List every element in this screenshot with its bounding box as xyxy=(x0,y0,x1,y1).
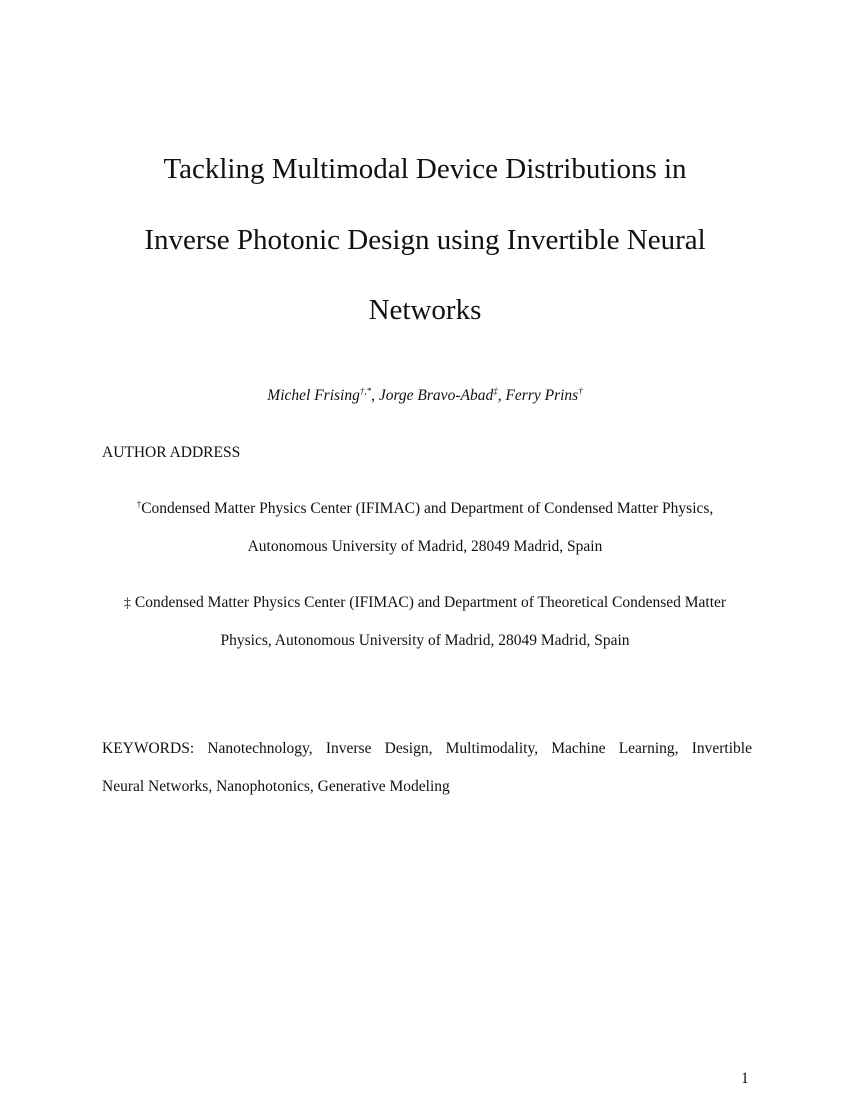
keyword-term: Nanotechnology, xyxy=(207,740,313,757)
keyword-term: Multimodality, xyxy=(445,740,539,757)
keyword-term: Invertible xyxy=(691,740,752,757)
author-affiliation-mark: †,* xyxy=(359,386,372,396)
author-separator: , xyxy=(497,387,506,404)
title-line-2: Inverse Photonic Design using Invertible Neural xyxy=(144,224,706,256)
keyword-term: Learning, xyxy=(618,740,679,757)
affiliation-1-line-2: Autonomous University of Madrid, 28049 Madrid, Spain xyxy=(247,538,603,555)
page-number: 1 xyxy=(741,1070,749,1087)
author-affiliation-mark: ‡ xyxy=(493,386,498,396)
keyword-term: Machine xyxy=(551,740,606,757)
title-line-1: Tackling Multimodal Device Distributions in xyxy=(163,153,687,185)
author-affiliation-mark: † xyxy=(578,386,583,396)
keywords-line-1 xyxy=(102,739,752,759)
author-name: Jorge Bravo-Abad xyxy=(378,387,494,404)
author-name: Ferry Prins xyxy=(505,387,579,404)
keyword-term: Design, xyxy=(384,740,433,757)
affiliation-2-line-2: Physics, Autonomous University of Madrid, 28049 Madrid, Spain xyxy=(220,632,630,649)
author-separator: , xyxy=(371,387,379,404)
title-line-3: Networks xyxy=(368,294,482,326)
keyword-term: Inverse xyxy=(325,740,372,757)
affiliation-text: Condensed Matter Physics Center (IFIMAC) and Department of Theoretical Condensed Matter xyxy=(134,594,727,611)
affiliation-1-line-1 xyxy=(0,499,850,519)
keywords-label: KEYWORDS: xyxy=(102,740,195,757)
affiliation-2-line-1 xyxy=(0,593,850,614)
author-list xyxy=(0,386,850,406)
author-name: Michel Frising xyxy=(267,387,360,404)
keywords-line-2: Neural Networks, Nanophotonics, Generative Modeling xyxy=(102,778,450,795)
affiliation-mark: † xyxy=(136,499,142,509)
affiliation-mark: ‡ xyxy=(123,596,131,611)
affiliation-text: Condensed Matter Physics Center (IFIMAC) and Department of Condensed Matter Physics, xyxy=(141,500,714,517)
author-address-label: AUTHOR ADDRESS xyxy=(102,444,241,461)
